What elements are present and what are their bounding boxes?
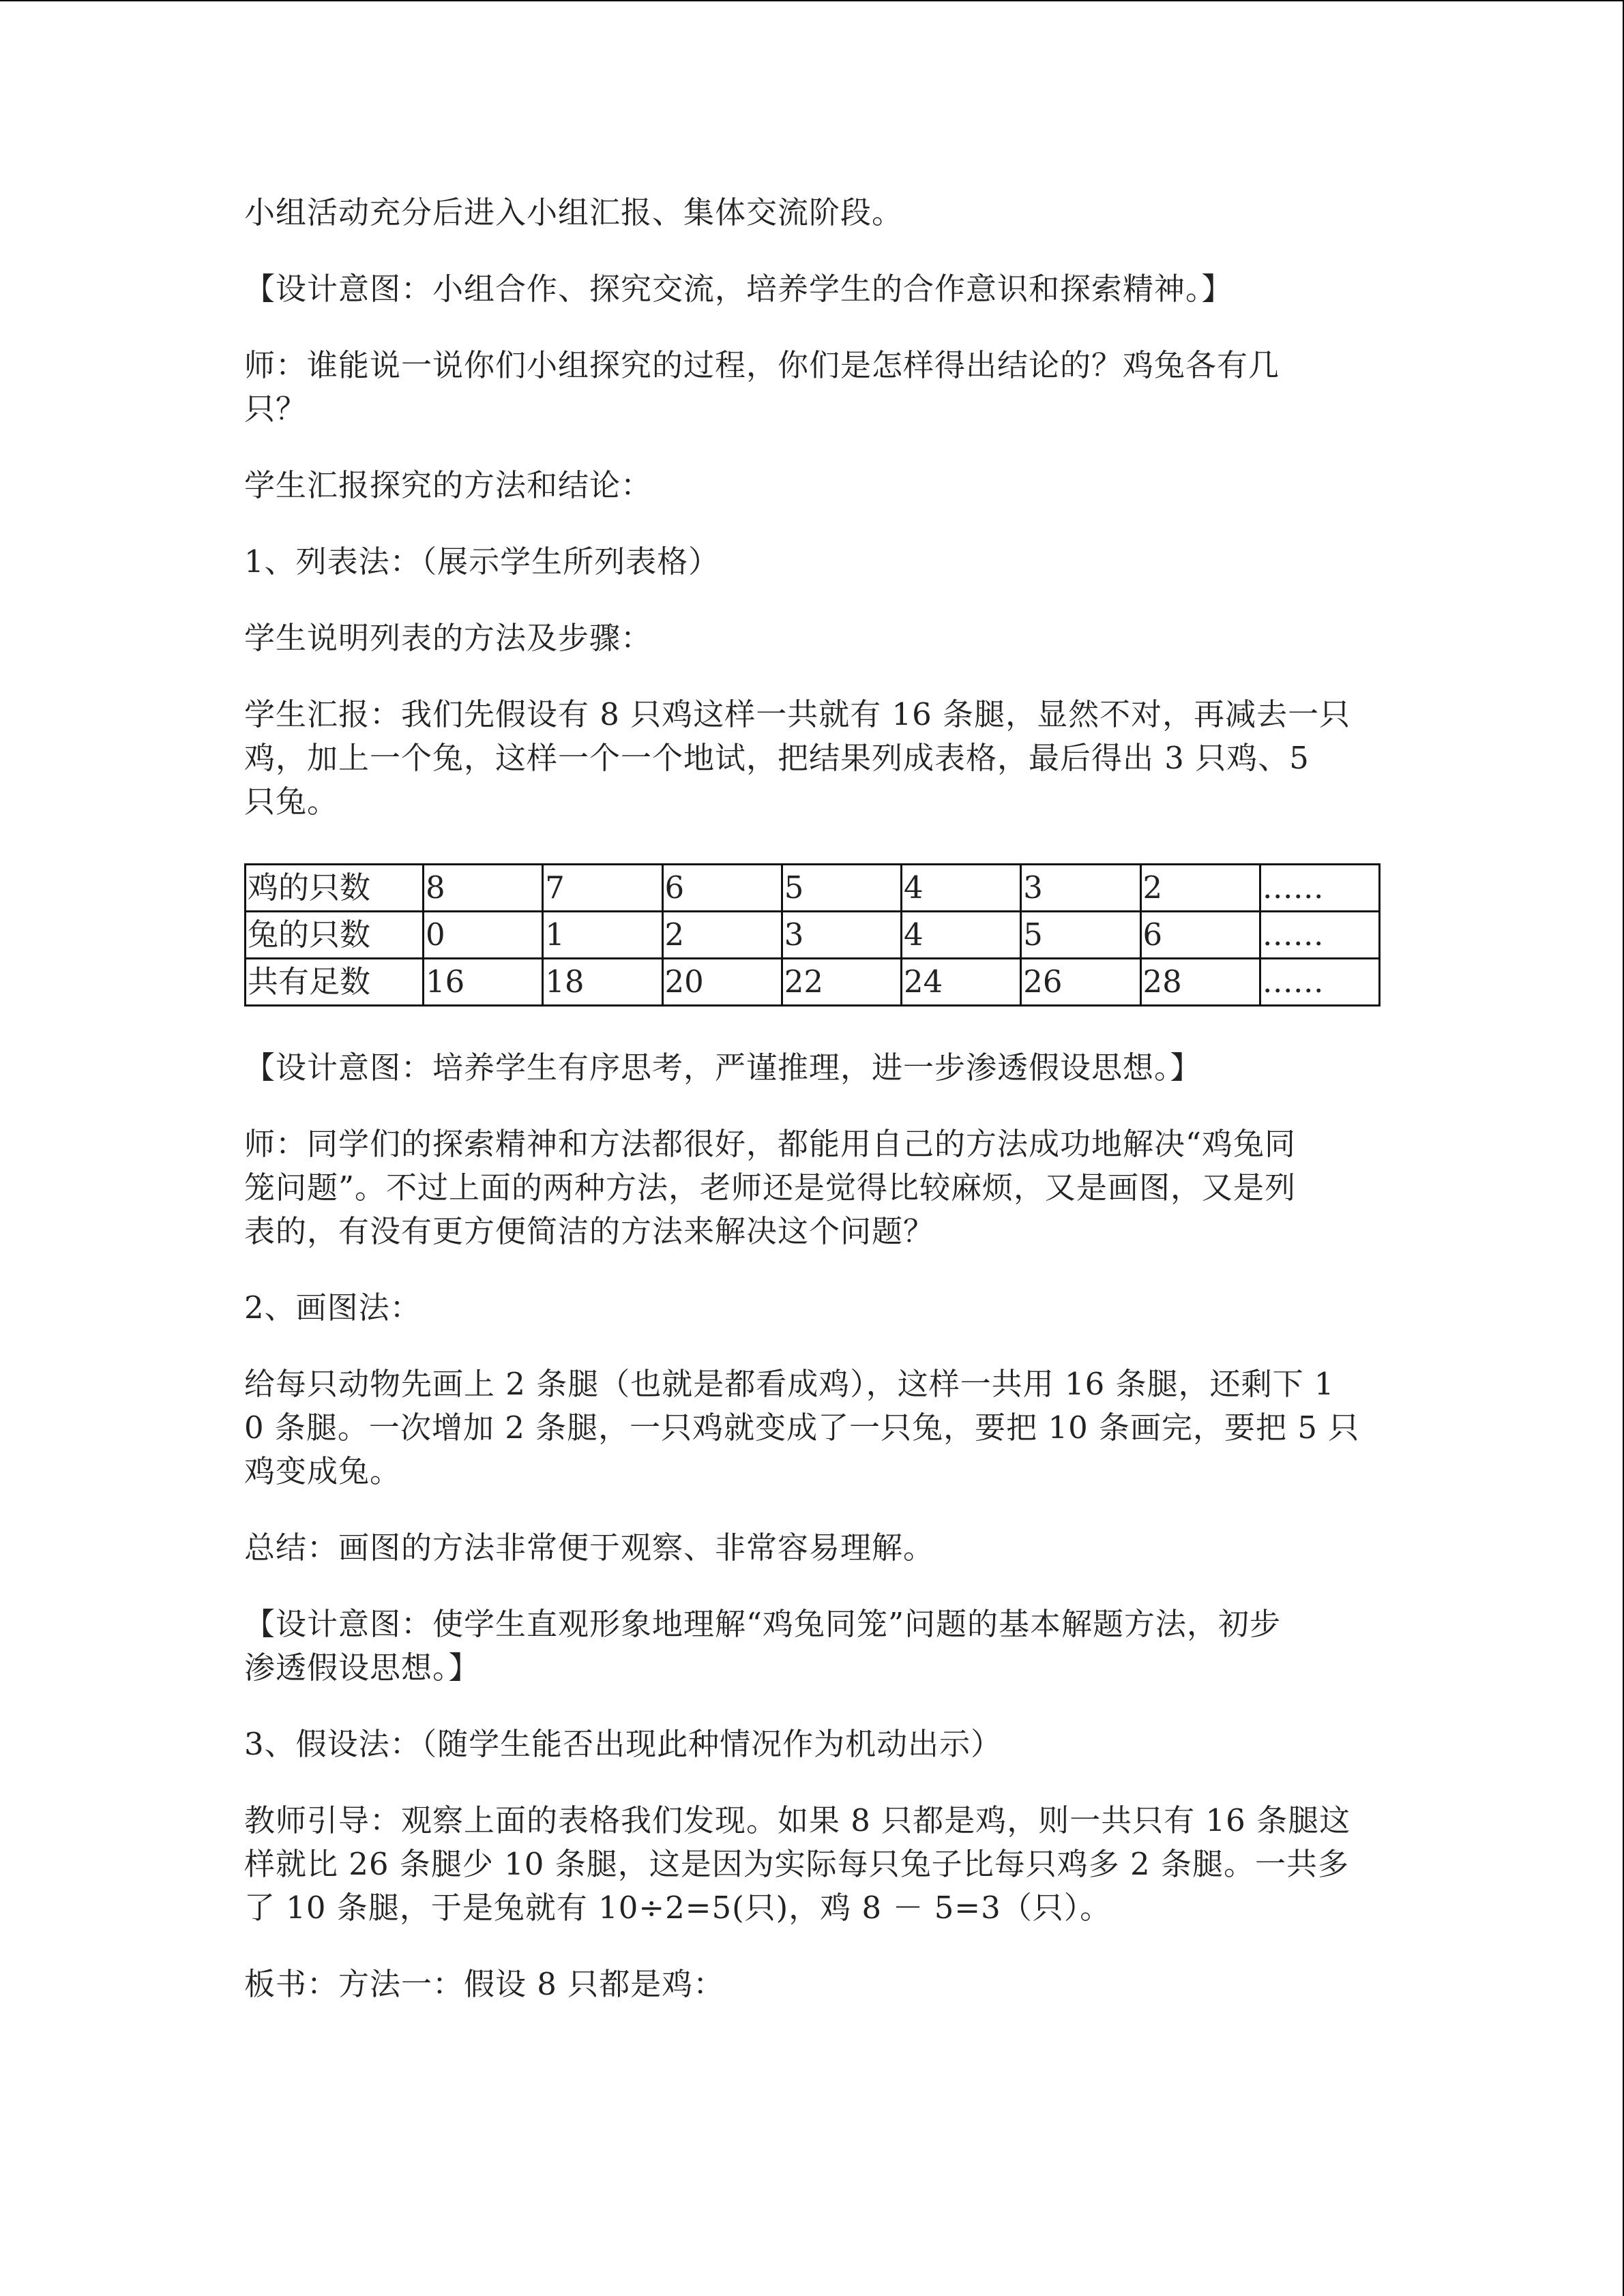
paragraph [244,616,1376,660]
paragraph [244,1526,1376,1570]
table-cell: 2 [1140,865,1260,912]
row-header-cell: 共有足数 [246,959,424,1006]
paragraph-line: 鸡，加上一个兔，这样一个一个地试，把结果列成表格，最后得出 3 只鸡、5 [244,740,1310,776]
paragraph-line: 2、画图法： [244,1289,422,1326]
paragraph-line: 师：同学们的探索精神和方法都很好，都能用自己的方法成功地解决“鸡兔同 [244,1126,1297,1162]
table-cell: 4 [902,865,1021,912]
paragraph [244,1723,1376,1766]
table-cell: 16 [424,959,543,1006]
table-cell: 26 [1021,959,1140,1006]
table-cell: 2 [662,912,782,959]
chicken-rabbit-table [244,863,1381,1007]
table-cell: 22 [782,959,901,1006]
table-cell: 6 [662,865,782,912]
table-cell: …… [1260,959,1379,1006]
paragraph [244,464,1376,507]
paragraph [244,1799,1376,1930]
table-cell: 1 [543,912,662,959]
table-row [246,865,1380,912]
paragraph-line: 学生汇报：我们先假设有 8 只鸡这样一共就有 16 条腿，显然不对，再减去一只 [244,696,1351,732]
table-cell: 8 [424,865,543,912]
row-header-cell: 兔的只数 [246,912,424,959]
table-cell: 4 [902,912,1021,959]
paragraph-line: 总结：画图的方法非常便于观察、非常容易理解。 [244,1530,935,1566]
table-cell: 7 [543,865,662,912]
table-cell: 5 [1021,912,1140,959]
paragraph-line: 渗透假设思想。】 [244,1650,480,1686]
paragraph-line: 0 条腿。一次增加 2 条腿，一只鸡就变成了一只兔，要把 10 条画完，要把 5 只 [244,1410,1360,1446]
page-top-border [0,0,1623,3]
paragraph-line: 鸡变成兔。 [244,1453,402,1489]
paragraph-line: 师：谁能说一说你们小组探究的过程，你们是怎样得出结论的？鸡兔各有几 [244,347,1280,383]
paragraph-line: 给每只动物先画上 2 条腿（也就是都看成鸡），这样一共用 16 条腿，还剩下 1 [244,1366,1335,1402]
paragraph-line: 【设计意图：使学生直观形象地理解“鸡兔同笼”问题的基本解题方法，初步 [244,1606,1282,1642]
bottom-paragraphs [244,1046,1376,2006]
table-row [246,959,1380,1006]
paragraph-line: 学生说明列表的方法及步骤： [244,620,653,656]
document-body [244,191,1376,2006]
paragraph-line: 【设计意图：小组合作、探究交流，培养学生的合作意识和探索精神。】 [244,271,1233,307]
table-cell: 3 [1021,865,1140,912]
paragraph-line: 【设计意图：培养学生有序思考，严谨推理，进一步渗透假设思想。】 [244,1049,1202,1086]
paragraph-line: 只？ [244,391,308,427]
paragraph-line: 学生汇报探究的方法和结论： [244,467,653,503]
table-cell: 18 [543,959,662,1006]
table-row [246,912,1380,959]
table-cell: …… [1260,912,1379,959]
paragraph-line: 表的，有没有更方便简洁的方法来解决这个问题？ [244,1213,935,1249]
top-paragraphs [244,191,1376,824]
paragraph [244,191,1376,235]
table-cell: 0 [424,912,543,959]
row-header-cell: 鸡的只数 [246,865,424,912]
paragraph [244,1963,1376,2006]
paragraph [244,1602,1376,1690]
table-cell: 5 [782,865,901,912]
paragraph [244,540,1376,584]
paragraph-line: 小组活动充分后进入小组汇报、集体交流阶段。 [244,194,904,230]
paragraph [244,344,1376,431]
paragraph [244,1286,1376,1330]
paragraph [244,1122,1376,1253]
paragraph-line: 板书：方法一：假设 8 只都是鸡： [244,1966,725,2002]
table-cell: 20 [662,959,782,1006]
table-cell: …… [1260,865,1379,912]
table-cell: 3 [782,912,901,959]
paragraph [244,1362,1376,1493]
paragraph-line: 样就比 26 条腿少 10 条腿，这是因为实际每只兔子比每只鸡多 2 条腿。一共多 [244,1846,1349,1882]
table-cell: 28 [1140,959,1260,1006]
table-cell: 6 [1140,912,1260,959]
paragraph-line: 教师引导：观察上面的表格我们发现。如果 8 只都是鸡，则一共只有 16 条腿这 [244,1802,1351,1838]
paragraph-line: 了 10 条腿，于是兔就有 10÷2=5(只)，鸡 8 － 5=3（只）。 [244,1890,1112,1926]
paragraph [244,267,1376,311]
paragraph-line: 只兔。 [244,784,339,820]
paragraph [244,1046,1376,1090]
paragraph-line: 1、列表法：（展示学生所列表格） [244,543,720,580]
table-cell: 24 [902,959,1021,1006]
paragraph-line: 笼问题”。不过上面的两种方法，老师还是觉得比较麻烦，又是画图，又是列 [244,1169,1297,1206]
paragraph-line: 3、假设法：（随学生能否出现此种情况作为机动出示） [244,1726,1003,1762]
paragraph [244,693,1376,824]
